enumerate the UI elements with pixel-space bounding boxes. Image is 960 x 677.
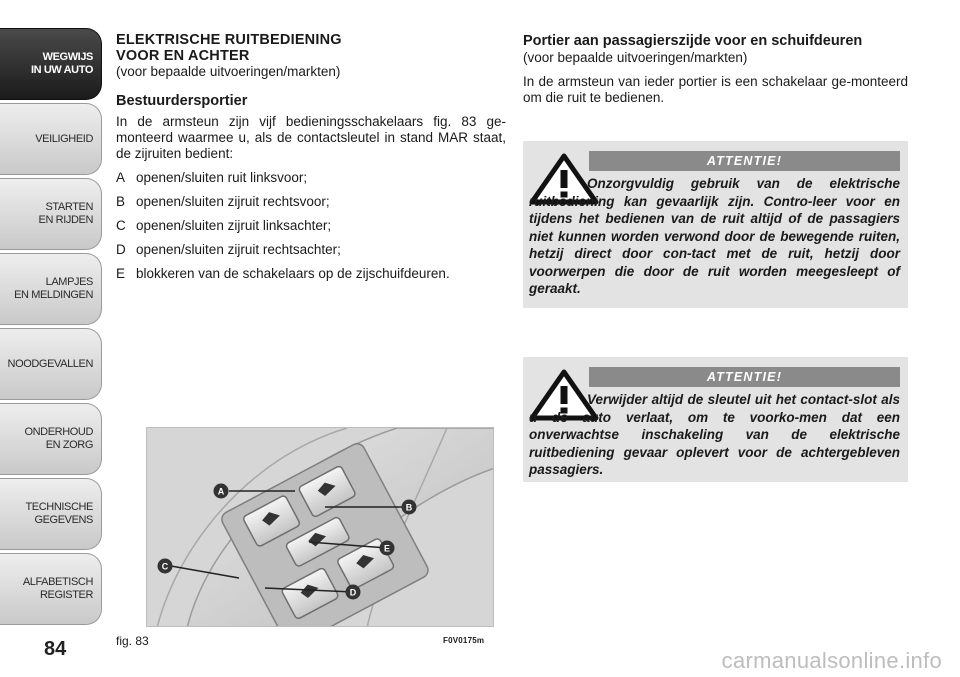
list-key: E — [116, 266, 126, 281]
figure-caption: fig. 83 — [116, 634, 149, 648]
section-title-line2: VOOR EN ACHTER — [116, 48, 250, 64]
tab-lampjes[interactable]: LAMPJES EN MELDINGEN — [0, 253, 102, 325]
label-a: A — [217, 486, 225, 497]
list-text: openen/sluiten zijruit rechtsvoor; — [136, 194, 330, 209]
section-subtitle: (voor bepaalde uitvoeringen/markten) — [116, 64, 341, 79]
warning-box-1 — [523, 141, 908, 308]
list-item — [116, 218, 506, 234]
list-text: openen/sluiten zijruit rechtsachter; — [136, 242, 341, 257]
subheading-driver-door: Bestuurdersportier — [116, 93, 248, 109]
intro-paragraph: In de armsteun zijn vijf bedieningsschakelaars fig. 83 ge-monteerd waarmee u, als de contactsleutel in stand MAR staat, de zijruiten bedient: — [116, 114, 506, 161]
label-d: D — [349, 587, 357, 598]
warning-box-2 — [523, 357, 908, 482]
tab-alfabetisch[interactable]: ALFABETISCH REGISTER — [0, 553, 102, 625]
list-item — [116, 242, 506, 258]
list-text: openen/sluiten zijruit linksachter; — [136, 218, 332, 233]
tab-technische[interactable]: TECHNISCHE GEGEVENS — [0, 478, 102, 550]
page-number: 84 — [44, 638, 67, 660]
list-text: blokkeren van de schakelaars op de zijschuifdeuren. — [136, 266, 450, 281]
label-e: E — [383, 543, 391, 554]
tab-veiligheid[interactable]: VEILIGHEID — [0, 103, 102, 175]
subheading-passenger-door: Portier aan passagierszijde voor en schuifdeuren — [523, 33, 863, 49]
switch-panel-illustration — [147, 428, 494, 627]
tab-starten[interactable]: STARTEN EN RIJDEN — [0, 178, 102, 250]
left-column — [116, 32, 506, 282]
section-title-line1: ELEKTRISCHE RUITBEDIENING — [116, 32, 342, 48]
list-item — [116, 170, 506, 186]
tab-onderhoud[interactable]: ONDERHOUD EN ZORG — [0, 403, 102, 475]
warning-title: ATTENTIE! — [589, 151, 900, 171]
right-column — [523, 32, 908, 112]
warning-text: Verwijder altijd de sleutel uit het contact-slot als u de auto verlaat, om te voorko-men dat een onverwachtse inschakeling van de elektrische ruitbediening gevaar oplevert voor de achtergebleven passagiers. — [529, 392, 900, 477]
list-item — [116, 194, 506, 210]
tab-noodgevallen[interactable]: NOODGEVALLEN — [0, 328, 102, 400]
right-subtitle: (voor bepaalde uitvoeringen/markten) — [523, 50, 748, 65]
list-key: B — [116, 194, 126, 209]
list-item — [116, 266, 506, 282]
list-key: D — [116, 242, 126, 257]
figure-code: F0V0175m — [443, 636, 485, 645]
switch-list — [116, 170, 506, 282]
warning-text: Onzorgvuldig gebruik van de elektrische ruitbediening kan gevaarlijk zijn. Contro-leer voor en tijdens het bedienen van de ruit altijd of de passagiers niet kunnen worden verwond door de bewegende ruiten, hetzij direct door con-tact met de ruit, hetzij door voorwerpen die door de ruit worden meegesleept of geraakt. — [529, 176, 900, 296]
list-text: openen/sluiten ruit linksvoor; — [136, 170, 308, 185]
list-key: A — [116, 170, 126, 185]
list-key: C — [116, 218, 126, 233]
right-paragraph: In de armsteun van ieder portier is een schakelaar ge-monteerd om die ruit te bedienen. — [523, 74, 908, 105]
footer-watermark-url: carmanualsonline.info — [721, 648, 942, 673]
warning-title: ATTENTIE! — [589, 367, 900, 387]
tab-wegwijs[interactable]: WEGWIJS IN UW AUTO — [0, 28, 102, 100]
label-b: B — [405, 502, 413, 513]
label-c: C — [161, 561, 169, 572]
figure-window-switches — [146, 427, 494, 627]
